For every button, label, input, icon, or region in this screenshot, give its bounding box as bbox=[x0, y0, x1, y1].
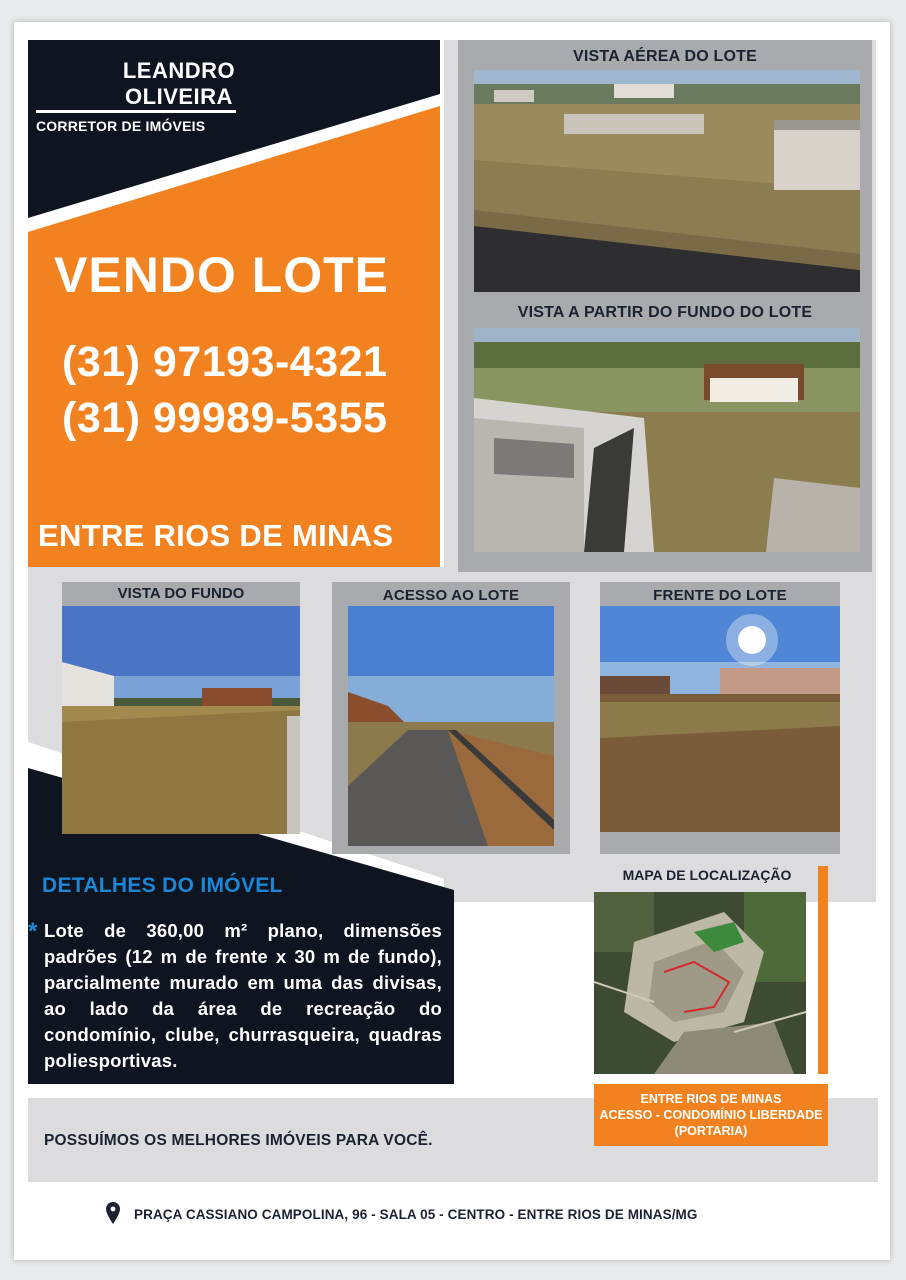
map-label-line: ACESSO - CONDOMÍNIO LIBERDADE bbox=[599, 1108, 823, 1122]
back-view-photo bbox=[474, 328, 860, 552]
map-label-line: (PORTARIA) bbox=[674, 1124, 748, 1138]
headline: VENDO LOTE bbox=[54, 247, 390, 303]
tagline: POSSUÍMOS OS MELHORES IMÓVEIS PARA VOCÊ. bbox=[44, 1132, 433, 1149]
location-pin-icon bbox=[106, 1202, 120, 1224]
location-map[interactable] bbox=[594, 892, 806, 1074]
broker-title: CORRETOR DE IMÓVEIS bbox=[36, 118, 206, 134]
details-title: DETALHES DO IMÓVEL bbox=[42, 874, 283, 897]
access-photo bbox=[348, 606, 554, 846]
city-name: ENTRE RIOS DE MINAS bbox=[38, 518, 394, 553]
map-label-line: ENTRE RIOS DE MINAS bbox=[640, 1092, 782, 1106]
map-accent-bar bbox=[818, 866, 828, 1074]
phone-primary[interactable]: (31) 97193-4321 bbox=[62, 338, 388, 386]
details-description: Lote de 360,00 m² plano, dimensões padrões (12 m de frente x 30 m de fundo), parcialmente murado em uma das divisas, ao lado da área de recreação do condomínio, clube, churrasqueira, quadras poliesportivas. bbox=[44, 920, 442, 1071]
back-view-photo-caption: VISTA A PARTIR DO FUNDO DO LOTE bbox=[517, 304, 813, 321]
back-photo bbox=[62, 606, 300, 834]
aerial-photo-caption: VISTA AÉREA DO LOTE bbox=[573, 48, 757, 65]
phone-secondary[interactable]: (31) 99989-5355 bbox=[62, 394, 388, 442]
access-photo-caption: ACESSO AO LOTE bbox=[382, 587, 520, 604]
broker-name: LEANDRO OLIVEIRA bbox=[122, 58, 236, 109]
office-address: PRAÇA CASSIANO CAMPOLINA, 96 - SALA 05 - CENTRO - ENTRE RIOS DE MINAS/MG bbox=[134, 1207, 698, 1222]
back-photo-caption: VISTA DO FUNDO bbox=[62, 582, 300, 606]
broker-divider bbox=[36, 110, 236, 113]
map-title: MAPA DE LOCALIZAÇÃO bbox=[622, 867, 792, 883]
aerial-photo bbox=[474, 70, 860, 292]
flyer-sheet bbox=[14, 22, 890, 1260]
front-photo bbox=[600, 606, 840, 832]
map-label bbox=[594, 1084, 828, 1146]
front-photo-caption: FRENTE DO LOTE bbox=[653, 587, 787, 604]
details-bullet: * bbox=[28, 918, 38, 945]
